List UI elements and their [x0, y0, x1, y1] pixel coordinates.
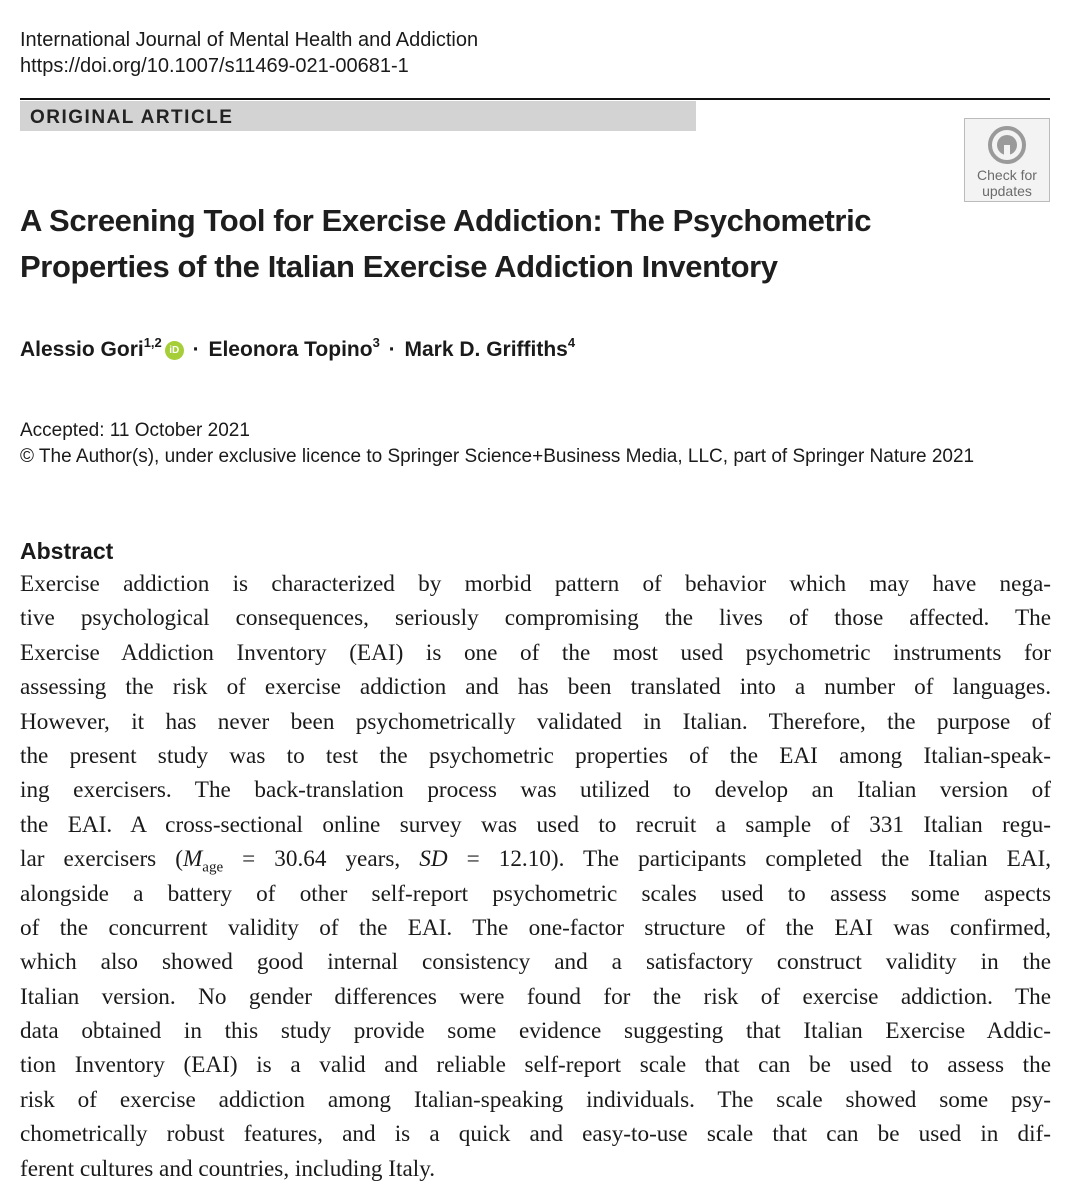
article-title: [20, 198, 940, 290]
author-separator: ·: [192, 338, 200, 361]
affiliation-marker: 1,2: [143, 335, 162, 350]
abstract-line: Italian version. No gender differences were found for the risk of exercise addiction. The: [20, 983, 1051, 1010]
abstract-line: assessing the risk of exercise addiction and has been translated into a number of languages.: [20, 674, 1051, 701]
title-line-1: A Screening Tool for Exercise Addiction: The Psychometric: [20, 203, 872, 238]
abstract-line: alongside a battery of other self-report psychometric scales used to assess some aspects: [20, 880, 1051, 907]
orcid-icon[interactable]: iD: [165, 341, 184, 360]
abstract-heading: Abstract: [20, 538, 114, 564]
abstract-line: data obtained in this study provide some evidence suggesting that Italian Exercise Addic-: [20, 1018, 1051, 1045]
check-for-updates-badge[interactable]: [964, 118, 1050, 202]
abstract-line: However, it has never been psychometrically validated in Italian. Therefore, the purpose of: [20, 708, 1051, 735]
accepted-date: Accepted: 11 October 2021: [20, 420, 250, 441]
author-name: Mark D. Griffiths: [404, 338, 568, 361]
abstract-line: risk of exercise addiction among Italian-speaking individuals. The scale showed some psy-: [20, 1086, 1051, 1113]
abstract-line: tion Inventory (EAI) is a valid and reliable self-report scale that can be used to assess the: [20, 1052, 1051, 1079]
check-updates-icon: [965, 125, 1049, 165]
abstract-line: ferent cultures and countries, including Italy.: [20, 1155, 436, 1182]
author-3[interactable]: [404, 335, 576, 361]
abstract-line: of the concurrent validity of the EAI. The one-factor structure of the EAI was confirmed,: [20, 914, 1051, 941]
journal-header: [20, 27, 478, 79]
copyright-notice: © The Author(s), under exclusive licence to Springer Science+Business Media, LLC, part of Springer Nature 2021: [20, 446, 975, 467]
author-2[interactable]: [208, 335, 380, 361]
abstract-line: Exercise addiction is characterized by morbid pattern of behavior which may have nega-: [20, 571, 1051, 597]
author-list: [20, 335, 576, 362]
abstract-line: tive psychological consequences, seriously compromising the lives of those affected. The: [20, 605, 1051, 632]
author-name: Eleonora Topino: [208, 338, 373, 361]
abstract-line: ing exercisers. The back-translation process was utilized to develop an Italian version of: [20, 777, 1051, 804]
article-type-banner: ORIGINAL ARTICLE: [20, 101, 696, 131]
affiliation-marker: 4: [567, 335, 576, 350]
abstract-line: the present study was to test the psychometric properties of the EAI among Italian-speak-: [20, 742, 1051, 769]
author-1[interactable]: [20, 335, 162, 361]
abstract-body: [20, 567, 1051, 1186]
author-name: Alessio Gori: [20, 338, 144, 361]
abstract-line: which also showed good internal consistency and a satisfactory construct validity in the: [20, 949, 1051, 976]
author-separator: ·: [388, 338, 396, 361]
doi-link[interactable]: https://doi.org/10.1007/s11469-021-00681-1: [20, 55, 409, 77]
publication-info: [20, 418, 974, 470]
title-line-2: Properties of the Italian Exercise Addiction Inventory: [20, 249, 778, 284]
journal-name: International Journal of Mental Health and Addiction: [20, 29, 479, 51]
abstract-line: chometrically robust features, and is a quick and easy-to-use scale that can be used in dif-: [20, 1121, 1051, 1148]
abstract-line: lar exercisers ($M_{age} = 30.64$ years, SD = 12.10). The participants completed the Italian EAI,: [20, 846, 1051, 876]
affiliation-marker: 3: [372, 335, 380, 350]
check-updates-label: Check for updates: [977, 167, 1037, 199]
abstract-line: Exercise Addiction Inventory (EAI) is one of the most used psychometric instruments for: [20, 639, 1051, 666]
header-rule: [20, 98, 1050, 100]
abstract-line: the EAI. A cross-sectional online survey was used to recruit a sample of 331 Italian regu-: [20, 811, 1051, 838]
